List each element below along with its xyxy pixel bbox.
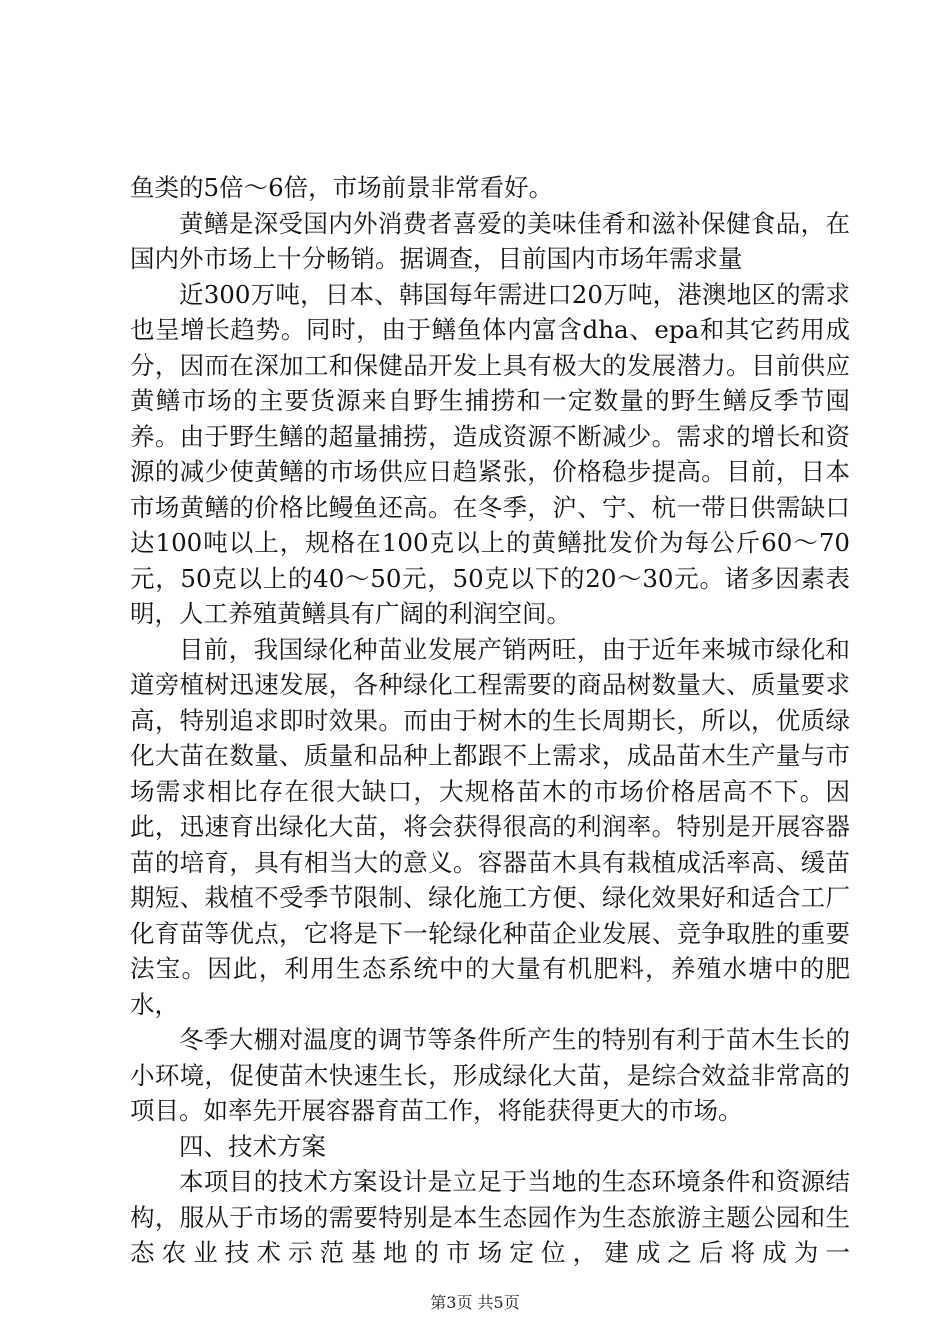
paragraph-eel-market: 近300万吨，日本、韩国每年需进口20万吨，港澳地区的需求也呈增长趋势。同时，由于鳝鱼体内富含dha、epa和其它药用成分，因而在深加工和保健品开发上具有极大的发展潜力。目前供应黄鳝市场的主要货源来自野生捕捞和一定数量的野生鳝反季节囤养。由于野生鳝的超量捕捞，造成资源不断减少。需求的增长和资源的减少使黄鳝的市场供应日趋紧张，价格稳步提高。目前，日本市场黄鳝的价格比鳗鱼还高。在冬季，沪、宁、杭一带日供需缺口达100吨以上，规格在100克以上的黄鳝批发价为每公斤60～70元，50克以上的40～50元，50克以下的20～30元。诸多因素表明，人工养殖黄鳝具有广阔的利润空间。	[130, 279, 850, 628]
paragraph-eel-demand: 黄鳝是深受国内外消费者喜爱的美味佳肴和滋补保健食品，在国内外市场上十分畅销。据调查，目前国内市场年需求量	[130, 208, 850, 273]
paragraph-continuation: 鱼类的5倍～6倍，市场前景非常看好。	[130, 173, 554, 202]
page-footer: 第3页 共5页	[430, 1293, 520, 1312]
paragraph-seedling-industry: 目前，我国绿化种苗业发展产销两旺，由于近年来城市绿化和道旁植树迅速发展，各种绿化工程需要的商品树数量大、质量要求高，特别追求即时效果。而由于树木的生长周期长，所以，优质绿化大苗在数量、质量和品种上都跟不上需求，成品苗木生产量与市场需求相比存在很大缺口，大规格苗木的市场价格居高不下。因此，迅速育出绿化大苗，将会获得很高的利润率。特别是开展容器苗的培育，具有相当大的意义。容器苗木具有栽植成活率高、缓苗期短、栽植不受季节限制、绿化施工方便、绿化效果好和适合工厂化育苗等优点，它将是下一轮绿化种苗企业发展、竞争取胜的重要法宝。因此，利用生态系统中的大量有机肥料，养殖水塘中的肥水，	[130, 634, 850, 1019]
paragraph-technical-plan: 本项目的技术方案设计是立足于当地的生态环境条件和资源结构，服从于市场的需要特别是本生态园作为生态旅游主题公园和生态农业技术示范基地的市场定位，建成之后将成为一	[130, 1167, 850, 1267]
section-heading-technical-plan: 四、技术方案	[179, 1131, 326, 1161]
paragraph-greenhouse: 冬季大棚对温度的调节等条件所产生的特别有利于苗木生长的小环境，促使苗木快速生长，形成绿化大苗，是综合效益非常高的项目。如率先开展容器育苗工作，将能获得更大的市场。	[130, 1025, 850, 1125]
document-body	[130, 170, 850, 1271]
